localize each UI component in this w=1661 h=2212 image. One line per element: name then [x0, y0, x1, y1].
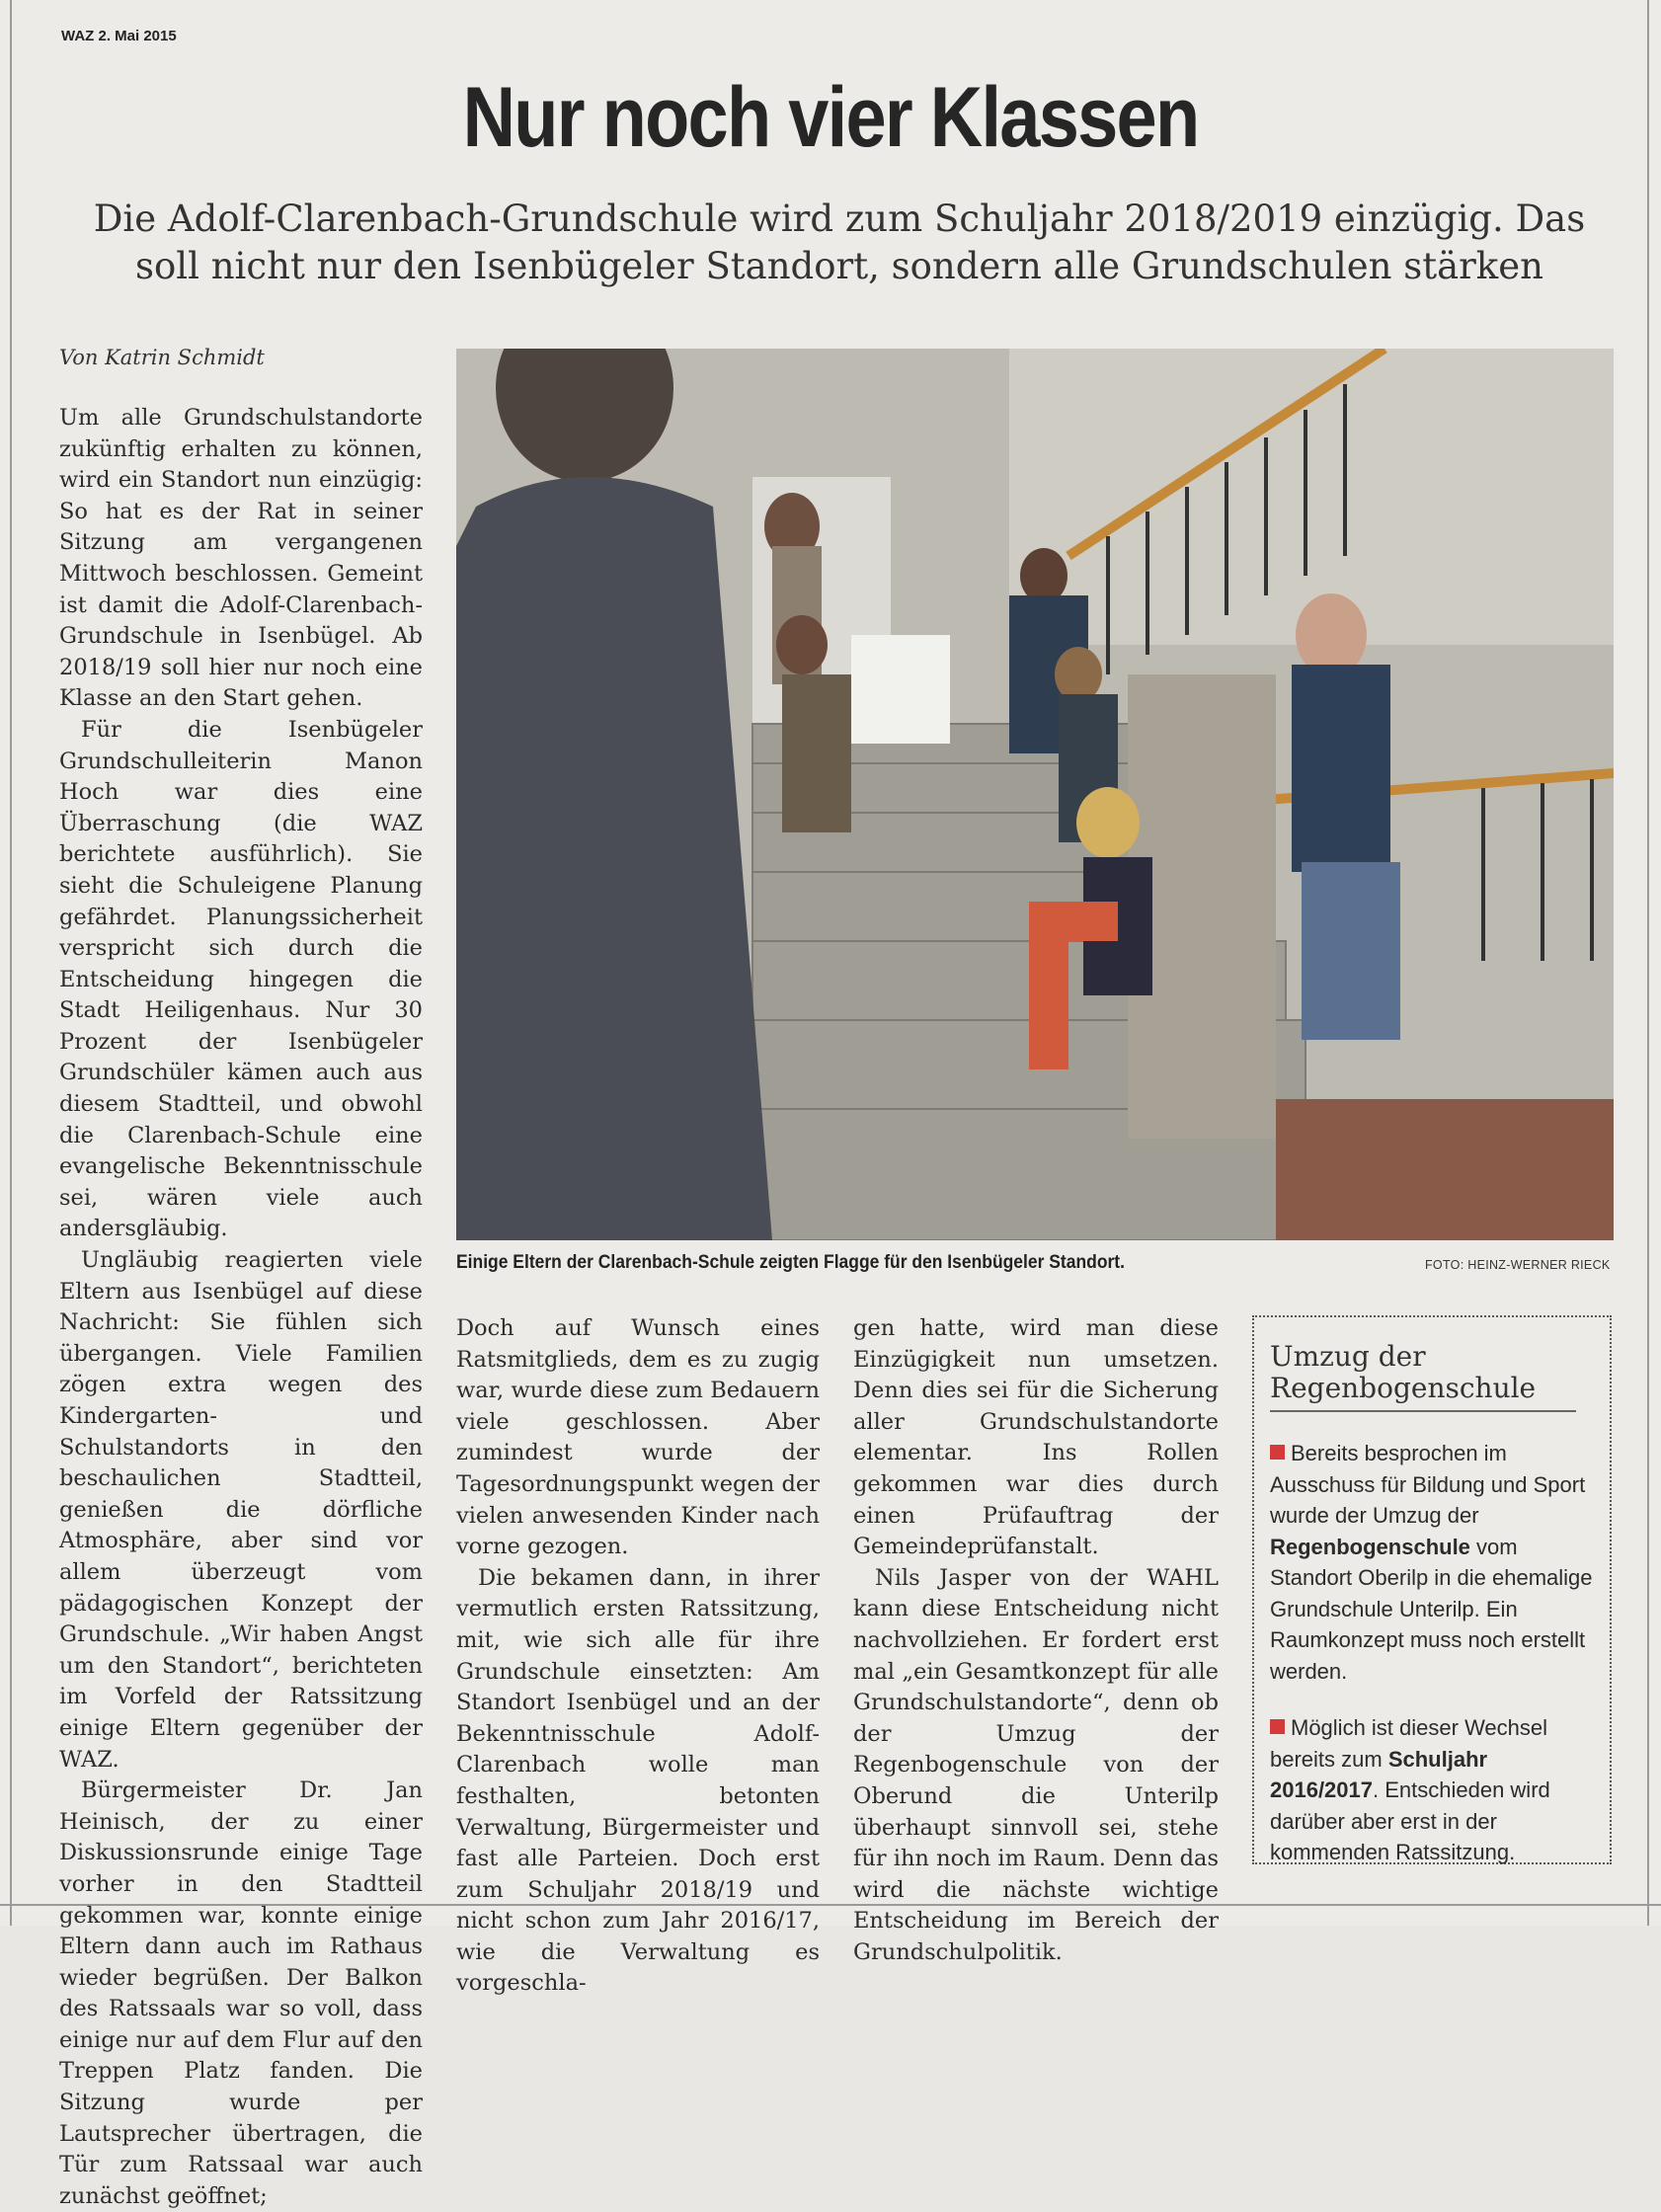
- paragraph: gen hatte, wird man diese Einzügigkeit nun umsetzen. Denn dies sei für die Sicherung aller Grundschulstandorte elementar. Ins Rollen gekommen war dies durch einen Prüfauftrag der Gemeindeprüfanstalt.: [853, 1315, 1219, 1560]
- headline: Nur noch vier Klassen: [462, 70, 1199, 165]
- paragraph: Doch auf Wunsch eines Ratsmitglieds, dem es zu zugig war, wurde diese zum Bedauern viele geschlossen. Aber zumindest wurde der Tagesordnungspunkt wegen der vielen anwesenden Kinder nach vorne gezogen.: [456, 1315, 820, 1560]
- article-column-3: [853, 1313, 1219, 1968]
- info-text: . Entschieden wird darüber aber erst in der kommenden Ratssitzung.: [1270, 1778, 1550, 1864]
- staircase-photo-illustration: [456, 349, 1614, 1240]
- scan-edge-left: [10, 0, 12, 1926]
- paragraph: Die bekamen dann, in ihrer vermutlich ersten Ratssitzung, mit, wie sich alle für ihre Grundschule einsetzten: Am Standort Isenbügel und an der Bekenntnisschule Adolf-Clarenbach wolle man festhalten, betonten Verwaltung, Bürgermeister und fast alle Parteien. Doch erst zum Schuljahr 2018/19 und nicht schon zum Jahr 2016/17, wie die Verwaltung es vorgeschla-: [456, 1564, 820, 1997]
- red-square-bullet-icon: [1270, 1445, 1285, 1460]
- subheadline: Die Adolf-Clarenbach-Grundschule wird zum Schuljahr 2018/2019 einzügig. Das soll nicht nur den Isenbügeler Standort, sondern alle Grundschulen stärken: [93, 198, 1586, 287]
- info-box-title: Umzug der Regenbogenschule: [1270, 1341, 1576, 1412]
- info-text: Möglich ist dieser Wechsel bereits zum: [1270, 1715, 1548, 1772]
- source-line: WAZ 2. Mai 2015: [61, 28, 177, 44]
- paragraph: Um alle Grundschulstandorte zukünftig erhalten zu können, wird ein Standort nun einzügig: So hat es der Rat in seiner Sitzung am vergangenen Mittwoch beschlossen. Gemeint ist damit die Adolf-Clarenbach-Grundschule in Isenbügel. Ab 2018/19 soll hier nur noch eine Klasse an den Start gehen.: [59, 405, 423, 712]
- article-photo: [456, 349, 1614, 1240]
- photo-caption: Einige Eltern der Clarenbach-Schule zeigten Flagge für den Isenbügeler Standort.: [456, 1252, 1125, 1273]
- paragraph: Für die Isenbügeler Grundschulleiterin Manon Hoch war dies eine Überraschung (die WAZ berichtete ausführlich). Sie sieht die Schuleigene Planung gefährdet. Planungssicherheit verspricht sich durch die Entscheidung hingegen die Stadt Heiligenhaus. Nur 30 Prozent der Isenbügeler Grundschüler kämen auch aus diesem Stadtteil, und obwohl die Clarenbach-Schule eine evangelische Bekenntnisschule sei, wären viele auch andersgläubig.: [59, 716, 423, 1242]
- paragraph: Nils Jasper von der WAHL kann diese Entscheidung nicht nachvollziehen. Er fordert erst mal „ein Gesamtkonzept für alle Grundschulstandorte“, denn ob der Umzug der Regenbogenschule von der Oberund die Unterilp überhaupt sinnvoll sei, stehe für ihn noch im Raum. Denn das wird die nächste wichtige Entscheidung im Bereich der Grundschulpolitik.: [853, 1564, 1219, 1965]
- photo-credit: FOTO: HEINZ-WERNER RIECK: [1425, 1258, 1611, 1272]
- info-bold-text: Regenbogenschule: [1270, 1534, 1470, 1559]
- info-box-item: [1270, 1712, 1596, 1868]
- scan-edge-right: [1647, 0, 1649, 1926]
- info-box: [1252, 1315, 1612, 1864]
- red-square-bullet-icon: [1270, 1719, 1285, 1734]
- info-text: Bereits besprochen im Ausschuss für Bildung und Sport wurde der Umzug der: [1270, 1441, 1586, 1528]
- article-column-1: [59, 403, 423, 2212]
- info-bold-text: Schuljahr 2016/2017: [1270, 1746, 1488, 1802]
- info-text: vom Standort Oberilp in die ehemalige Grundschule Unterilp. Ein Raumkonzept muss noch erstellt werden.: [1270, 1534, 1593, 1684]
- info-box-item: [1270, 1438, 1596, 1687]
- paragraph: Bürgermeister Dr. Jan Heinisch, der zu einer Diskussionsrunde einige Tage vorher in den Stadtteil gekommen war, konnte einige Eltern dann auch im Rathaus wieder begrüßen. Der Balkon des Ratssaals war so voll, dass einige nur auf dem Flur auf den Treppen Platz fanden. Die Sitzung wurde per Lautsprecher übertragen, die Tür zum Ratssaal war auch zunächst geöffnet;: [59, 1778, 423, 2209]
- paragraph: Ungläubig reagierten viele Eltern aus Isenbügel auf diese Nachricht: Sie fühlen sich übergangen. Viele Familien zögen extra wegen des Kindergarten- und Schulstandorts in den beschaulichen Stadtteil, genießen die dörfliche Atmosphäre, aber sind vor allem überzeugt vom pädagogischen Konzept der Grundschule. „Wir haben Angst um den Standort“, berichteten im Vorfeld der Ratssitzung einige Eltern gegenüber der WAZ.: [59, 1247, 423, 1773]
- article-column-2: [456, 1313, 820, 2000]
- byline: Von Katrin Schmidt: [59, 346, 265, 369]
